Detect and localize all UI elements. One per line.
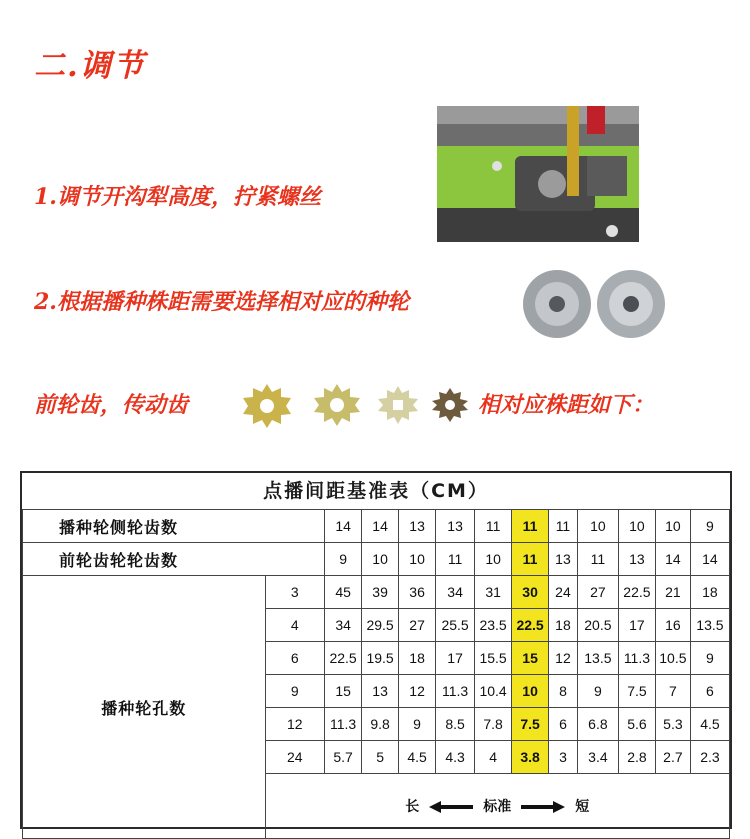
spacing-value-cell: 7.8: [475, 708, 512, 741]
holes-count-cell: 3: [265, 576, 325, 609]
spacing-value-cell: 34: [436, 576, 475, 609]
seed-wheels-photo: [521, 266, 671, 342]
step-select-seed-wheel: 2.根据播种株距需要选择相对应的种轮: [34, 289, 409, 315]
front-wheel-teeth-cell: 14: [655, 543, 690, 576]
spacing-value-cell: 3.4: [577, 741, 618, 774]
spacing-value-cell: 5.7: [325, 741, 362, 774]
seed-wheel-teeth-cell: 13: [436, 510, 475, 543]
spacing-value-cell: 9: [577, 675, 618, 708]
spacing-value-cell: 10: [512, 675, 549, 708]
spacing-value-cell: 8.5: [436, 708, 475, 741]
spacing-label: 相对应株距如下：: [478, 392, 655, 418]
front-wheel-teeth-cell: 11: [436, 543, 475, 576]
spacing-value-cell: 6: [549, 708, 578, 741]
spacing-value-cell: 13: [362, 675, 399, 708]
spacing-value-cell: 4.5: [690, 708, 729, 741]
gear-icon: [432, 388, 468, 422]
spacing-value-cell: 9.8: [362, 708, 399, 741]
spacing-value-cell: 4.3: [436, 741, 475, 774]
spacing-value-cell: 20.5: [577, 609, 618, 642]
spacing-reference-table: [20, 471, 732, 829]
seed-wheel-teeth-cell: 10: [655, 510, 690, 543]
seed-wheel-teeth-cell: 11: [549, 510, 578, 543]
spacing-value-cell: 30: [512, 576, 549, 609]
spacing-value-cell: 10.4: [475, 675, 512, 708]
spacing-value-cell: 18: [399, 642, 436, 675]
front-wheel-teeth-cell: 10: [475, 543, 512, 576]
gear-icon: [378, 386, 418, 424]
front-wheel-teeth-row: [23, 543, 730, 576]
front-wheel-teeth-cell: 11: [577, 543, 618, 576]
seed-wheel-teeth-row: [23, 510, 730, 543]
spacing-value-cell: 11.3: [618, 642, 655, 675]
spacing-value-cell: 21: [655, 576, 690, 609]
arrow-right-icon: [521, 800, 565, 814]
spacing-value-cell: 25.5: [436, 609, 475, 642]
spacing-value-cell: 3: [549, 741, 578, 774]
machine-adjustment-photo: [437, 106, 639, 242]
spacing-value-cell: 45: [325, 576, 362, 609]
seed-wheel-teeth-cell: 10: [577, 510, 618, 543]
spacing-value-cell: 8: [549, 675, 578, 708]
spacing-value-cell: 13.5: [577, 642, 618, 675]
spacing-value-cell: 7.5: [512, 708, 549, 741]
spacing-value-cell: 5: [362, 741, 399, 774]
spacing-value-cell: 2.7: [655, 741, 690, 774]
spacing-value-cell: 22.5: [325, 642, 362, 675]
spacing-value-cell: 11.3: [436, 675, 475, 708]
gear-icon: [308, 382, 366, 428]
spacing-value-cell: 7.5: [618, 675, 655, 708]
spacing-value-cell: 4: [475, 741, 512, 774]
front-wheel-teeth-label: 前轮齿轮轮齿数: [23, 543, 325, 576]
spacing-value-cell: 15: [325, 675, 362, 708]
spacing-value-cell: 31: [475, 576, 512, 609]
front-wheel-teeth-cell: 9: [325, 543, 362, 576]
spacing-value-cell: 11.3: [325, 708, 362, 741]
spacing-value-cell: 9: [690, 642, 729, 675]
seed-wheel-teeth-cell: 14: [325, 510, 362, 543]
spacing-value-cell: 2.3: [690, 741, 729, 774]
spacing-value-cell: 18: [690, 576, 729, 609]
table-title: 点播间距基准表（CM）: [22, 473, 730, 510]
seed-wheel-teeth-cell: 9: [690, 510, 729, 543]
spacing-value-cell: 4.5: [399, 741, 436, 774]
holes-count-cell: 9: [265, 675, 325, 708]
spacing-value-cell: 6.8: [577, 708, 618, 741]
spacing-value-cell: 15.5: [475, 642, 512, 675]
front-wheel-teeth-cell: 14: [690, 543, 729, 576]
spacing-value-cell: 15: [512, 642, 549, 675]
direction-standard: 标准: [483, 798, 512, 814]
front-wheel-teeth-cell: 10: [362, 543, 399, 576]
front-wheel-teeth-cell: 13: [549, 543, 578, 576]
spacing-value-cell: 5.6: [618, 708, 655, 741]
holes-count-cell: 6: [265, 642, 325, 675]
spacing-value-cell: 10.5: [655, 642, 690, 675]
spacing-value-cell: 36: [399, 576, 436, 609]
spacing-value-cell: 5.3: [655, 708, 690, 741]
holes-count-cell: 12: [265, 708, 325, 741]
spacing-value-cell: 17: [618, 609, 655, 642]
front-wheel-teeth-cell: 10: [399, 543, 436, 576]
spacing-value-cell: 27: [577, 576, 618, 609]
spacing-value-cell: 13.5: [690, 609, 729, 642]
seed-wheel-teeth-label: 播种轮侧轮齿数: [23, 510, 325, 543]
direction-long: 长: [405, 798, 420, 814]
front-wheel-teeth-cell: 11: [512, 543, 549, 576]
spacing-value-cell: 17: [436, 642, 475, 675]
spacing-value-cell: 34: [325, 609, 362, 642]
spacing-value-cell: 2.8: [618, 741, 655, 774]
seed-wheel-teeth-cell: 11: [475, 510, 512, 543]
spacing-value-cell: 19.5: [362, 642, 399, 675]
spacing-value-cell: 27: [399, 609, 436, 642]
gears-label: 前轮齿，传动齿: [34, 392, 189, 418]
holes-count-cell: 4: [265, 609, 325, 642]
section-title: 二.调节: [34, 48, 146, 84]
spacing-value-cell: 16: [655, 609, 690, 642]
seed-wheel-teeth-cell: 14: [362, 510, 399, 543]
spacing-value-cell: 22.5: [618, 576, 655, 609]
holes-count-cell: 24: [265, 741, 325, 774]
direction-short: 短: [575, 798, 590, 814]
step-adjust-furrow-height: 1.调节开沟犁高度，拧紧螺丝: [34, 184, 321, 210]
spacing-value-cell: 7: [655, 675, 690, 708]
spacing-value-cell: 9: [399, 708, 436, 741]
spacing-value-cell: 29.5: [362, 609, 399, 642]
seed-wheel-holes-label: 播种轮孔数: [23, 576, 266, 839]
gear-icon: [236, 382, 298, 430]
front-wheel-teeth-cell: 13: [618, 543, 655, 576]
spacing-value-cell: 12: [549, 642, 578, 675]
table-row: [23, 576, 730, 609]
spacing-value-cell: 23.5: [475, 609, 512, 642]
spacing-value-cell: 22.5: [512, 609, 549, 642]
spacing-value-cell: 12: [399, 675, 436, 708]
spacing-value-cell: 6: [690, 675, 729, 708]
seed-wheel-teeth-cell: 13: [399, 510, 436, 543]
seed-wheel-teeth-cell: 11: [512, 510, 549, 543]
seed-wheel-teeth-cell: 10: [618, 510, 655, 543]
spacing-value-cell: 18: [549, 609, 578, 642]
direction-indicator: [265, 774, 730, 839]
spacing-value-cell: 39: [362, 576, 399, 609]
arrow-left-icon: [429, 800, 473, 814]
spacing-value-cell: 3.8: [512, 741, 549, 774]
spacing-value-cell: 24: [549, 576, 578, 609]
